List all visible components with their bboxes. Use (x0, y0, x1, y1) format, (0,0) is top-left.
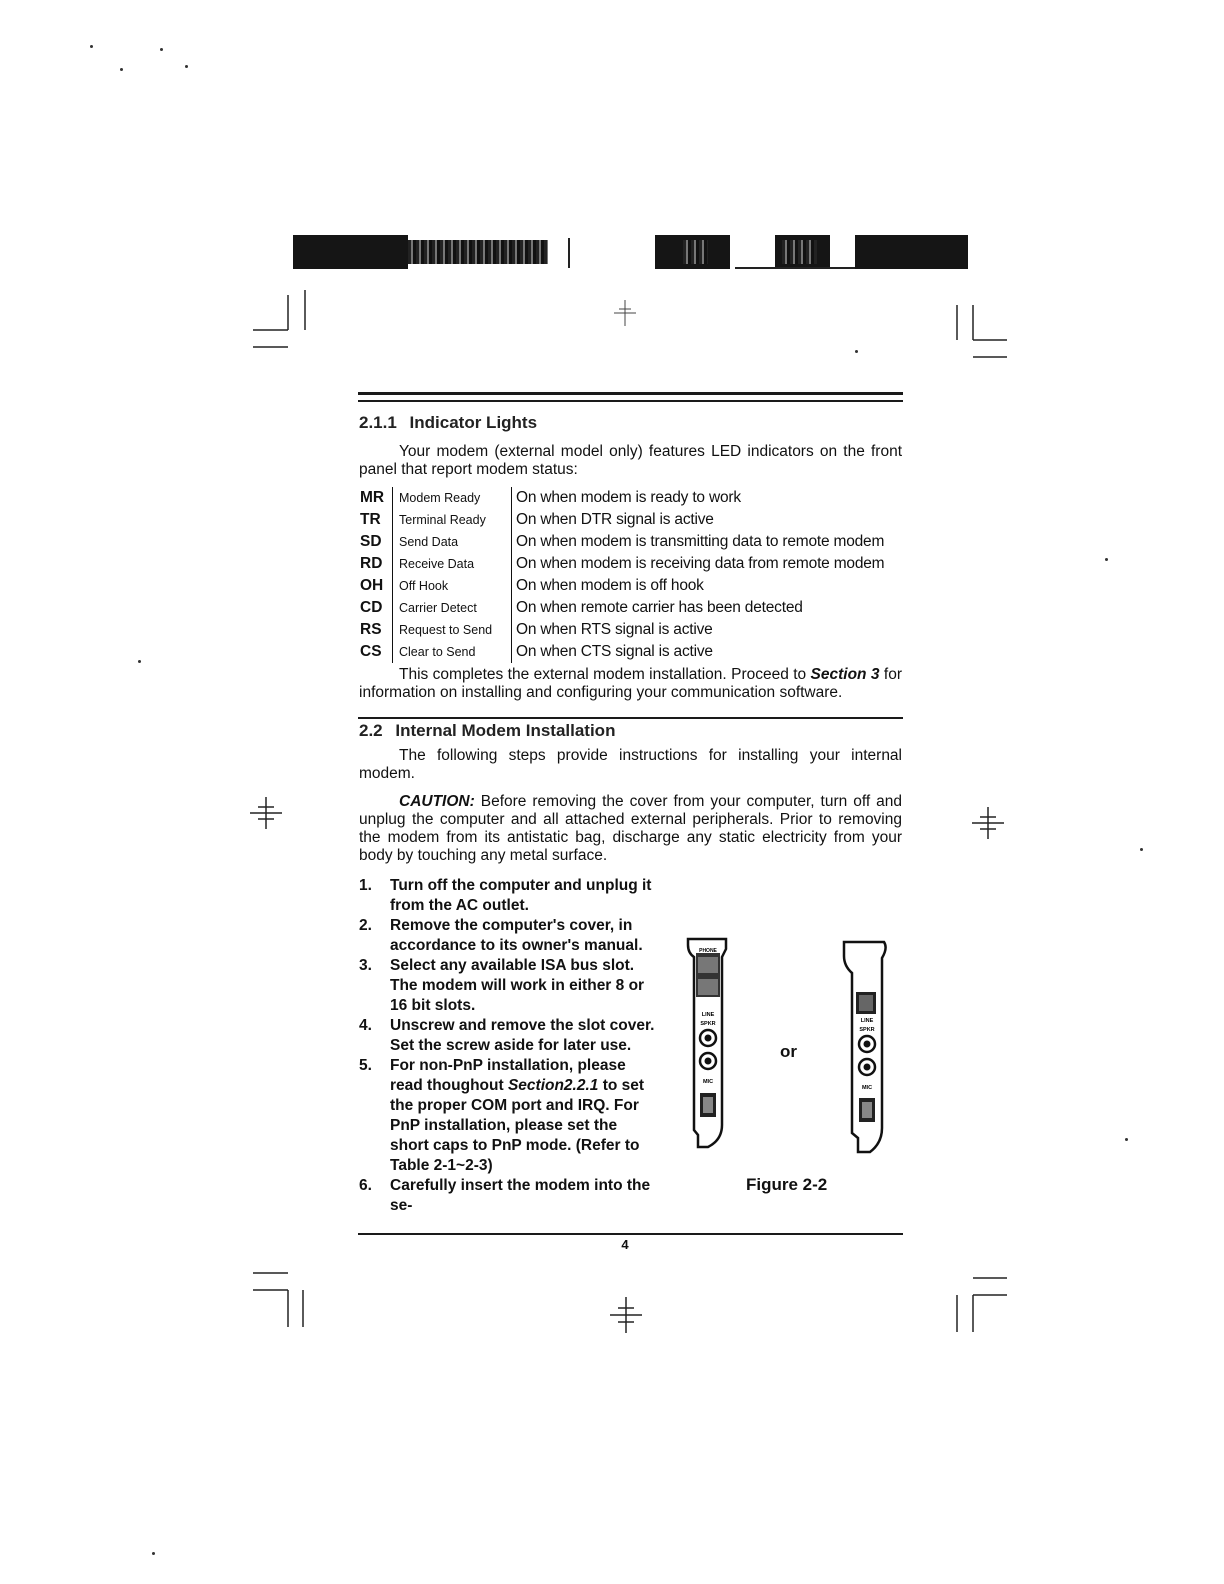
indicator-code: RS (360, 619, 393, 641)
indicator-description: On when DTR signal is active (516, 511, 714, 528)
registration-mark-left (248, 795, 284, 831)
indicator-description: On when remote carrier has been detected (516, 599, 803, 616)
footer-rule (358, 1233, 903, 1235)
figure-caption: Figure 2-2 (746, 1175, 828, 1194)
indicator-row (360, 575, 884, 597)
indicator-code: OH (360, 575, 393, 597)
section-211-heading (359, 413, 537, 433)
indicator-description: On when modem is receiving data from remote modem (516, 555, 885, 572)
step-text: Remove the computer's cover, in accordance to its owner's manual. (390, 917, 643, 954)
scan-speck (160, 48, 163, 51)
indicator-code: MR (360, 487, 393, 509)
right-mic-label: MIC (861, 1085, 873, 1091)
indicator-name: Send Data (393, 531, 512, 553)
scan-speck (152, 1552, 155, 1555)
crop-mark-top-right (945, 295, 1015, 365)
left-phone-label: PHONE (699, 948, 717, 954)
scan-speck (1125, 1138, 1128, 1141)
header-band-gap (548, 235, 608, 269)
step-item (359, 876, 659, 916)
step-number: 6. (359, 1177, 372, 1194)
crop-mark-bottom-right (945, 1270, 1015, 1340)
indicator-code: CS (360, 641, 393, 663)
step-section-ref: Section2.2.1 (507, 1077, 599, 1094)
header-band-right-pattern-b (782, 240, 817, 264)
scan-speck (855, 350, 858, 353)
indicator-row (360, 641, 884, 663)
step-text-after: to set the proper COM port and IRQ. For PnP installation, please set the short caps to PnP mode. (Refer to Table 2-1~2-3) (390, 1077, 645, 1174)
section-22-title: Internal Modem Installation (395, 721, 616, 740)
step-number: 2. (359, 917, 372, 934)
indicator-description: On when CTS signal is active (516, 643, 713, 660)
page-number: 4 (621, 1237, 629, 1252)
indicator-name: Modem Ready (393, 487, 512, 509)
indicator-code: RD (360, 553, 393, 575)
section-22-heading (359, 721, 615, 741)
header-band-pattern (408, 240, 548, 264)
section-rule-thin (358, 400, 903, 402)
indicator-name: Carrier Detect (393, 597, 512, 619)
registration-mark-right (970, 805, 1006, 841)
indicator-name: Off Hook (393, 575, 512, 597)
section-211-title: Indicator Lights (409, 413, 538, 432)
step-number: 4. (359, 1017, 372, 1034)
step-text-before: For non-PnP installation, please read thoughout (390, 1057, 626, 1094)
step-number: 1. (359, 877, 372, 894)
figure-or-label: or (780, 1042, 797, 1061)
indicator-name: Receive Data (393, 553, 512, 575)
scan-speck (90, 45, 93, 48)
header-band-right-pattern-a (683, 240, 708, 264)
scan-speck (1105, 558, 1108, 561)
section-211-intro: Your modem (external model only) features LED indicators on the front panel that report modem status: (359, 443, 902, 478)
registration-mark-bottom (608, 1295, 644, 1335)
indicator-row (360, 553, 884, 575)
indicator-row (360, 597, 884, 619)
indicator-row (360, 509, 884, 531)
scan-speck (1140, 848, 1143, 851)
step-item (359, 956, 659, 1016)
header-band-underline (735, 267, 855, 269)
indicator-row (360, 531, 884, 553)
indicator-code: TR (360, 509, 393, 531)
step-number: 5. (359, 1057, 372, 1074)
indicator-description: On when modem is transmitting data to remote modem (516, 533, 885, 550)
figure-2-2-left-bracket (680, 935, 740, 1155)
caution-paragraph (359, 793, 902, 865)
indicator-name: Clear to Send (393, 641, 512, 663)
step-item (359, 1056, 659, 1176)
step-item (359, 1016, 659, 1056)
figure-2-2-right-bracket (840, 938, 895, 1158)
left-line-label: LINE (701, 1012, 715, 1018)
step-item (359, 916, 659, 956)
right-spkr-label: SPKR (859, 1027, 875, 1033)
crop-mark-bottom-left (245, 1265, 315, 1335)
caution-label: CAUTION: (399, 793, 475, 810)
header-band-left (293, 235, 408, 269)
header-band-tick (568, 238, 570, 268)
indicator-table (360, 487, 884, 663)
indicator-name: Terminal Ready (393, 509, 512, 531)
step-number: 3. (359, 957, 372, 974)
section-22-rule (358, 717, 903, 719)
section-22-number: 2.2 (359, 721, 383, 740)
step-text: Turn off the computer and unplug it from the AC outlet. (390, 877, 652, 914)
crop-mark-top-left (245, 285, 315, 355)
registration-mark-top (610, 298, 640, 328)
completion-text-before: This completes the external modem installation. Proceed to (399, 666, 811, 683)
indicator-row (360, 487, 884, 509)
header-band-right-c (855, 235, 968, 269)
section-rule-thick (358, 392, 903, 395)
indicator-row (360, 619, 884, 641)
indicator-code: SD (360, 531, 393, 553)
left-mic-label: MIC (702, 1079, 714, 1085)
left-spkr-label: SPKR (700, 1021, 716, 1027)
scan-speck (138, 660, 141, 663)
step-text: Select any available ISA bus slot. The modem will work in either 8 or 16 bit slots. (390, 957, 645, 1014)
indicator-description: On when modem is off hook (516, 577, 704, 594)
section-22-intro: The following steps provide instructions for installing your internal modem. (359, 747, 902, 782)
caution-text: Before removing the cover from your computer, turn off and unplug the computer and all attached external peripherals. Prior to removing the modem from its antistatic bag, discharge any static electricity from your body by touching any metal surface. (359, 793, 902, 864)
step-item (359, 1176, 659, 1216)
right-line-label: LINE (860, 1018, 874, 1024)
completion-section-ref: Section 3 (810, 666, 880, 683)
step-text: Carefully insert the modem into the se- (390, 1177, 651, 1214)
completion-paragraph (359, 666, 902, 702)
completion-text-after: for information on installing and configuring your communication software. (359, 666, 902, 701)
indicator-description: On when modem is ready to work (516, 489, 741, 506)
scan-speck (120, 68, 123, 71)
step-text: Unscrew and remove the slot cover. Set the screw aside for later use. (390, 1017, 655, 1054)
indicator-name: Request to Send (393, 619, 512, 641)
indicator-code: CD (360, 597, 393, 619)
indicator-description: On when RTS signal is active (516, 621, 713, 638)
install-steps-list (359, 876, 659, 1216)
scan-speck (185, 65, 188, 68)
section-211-number: 2.1.1 (359, 413, 397, 432)
